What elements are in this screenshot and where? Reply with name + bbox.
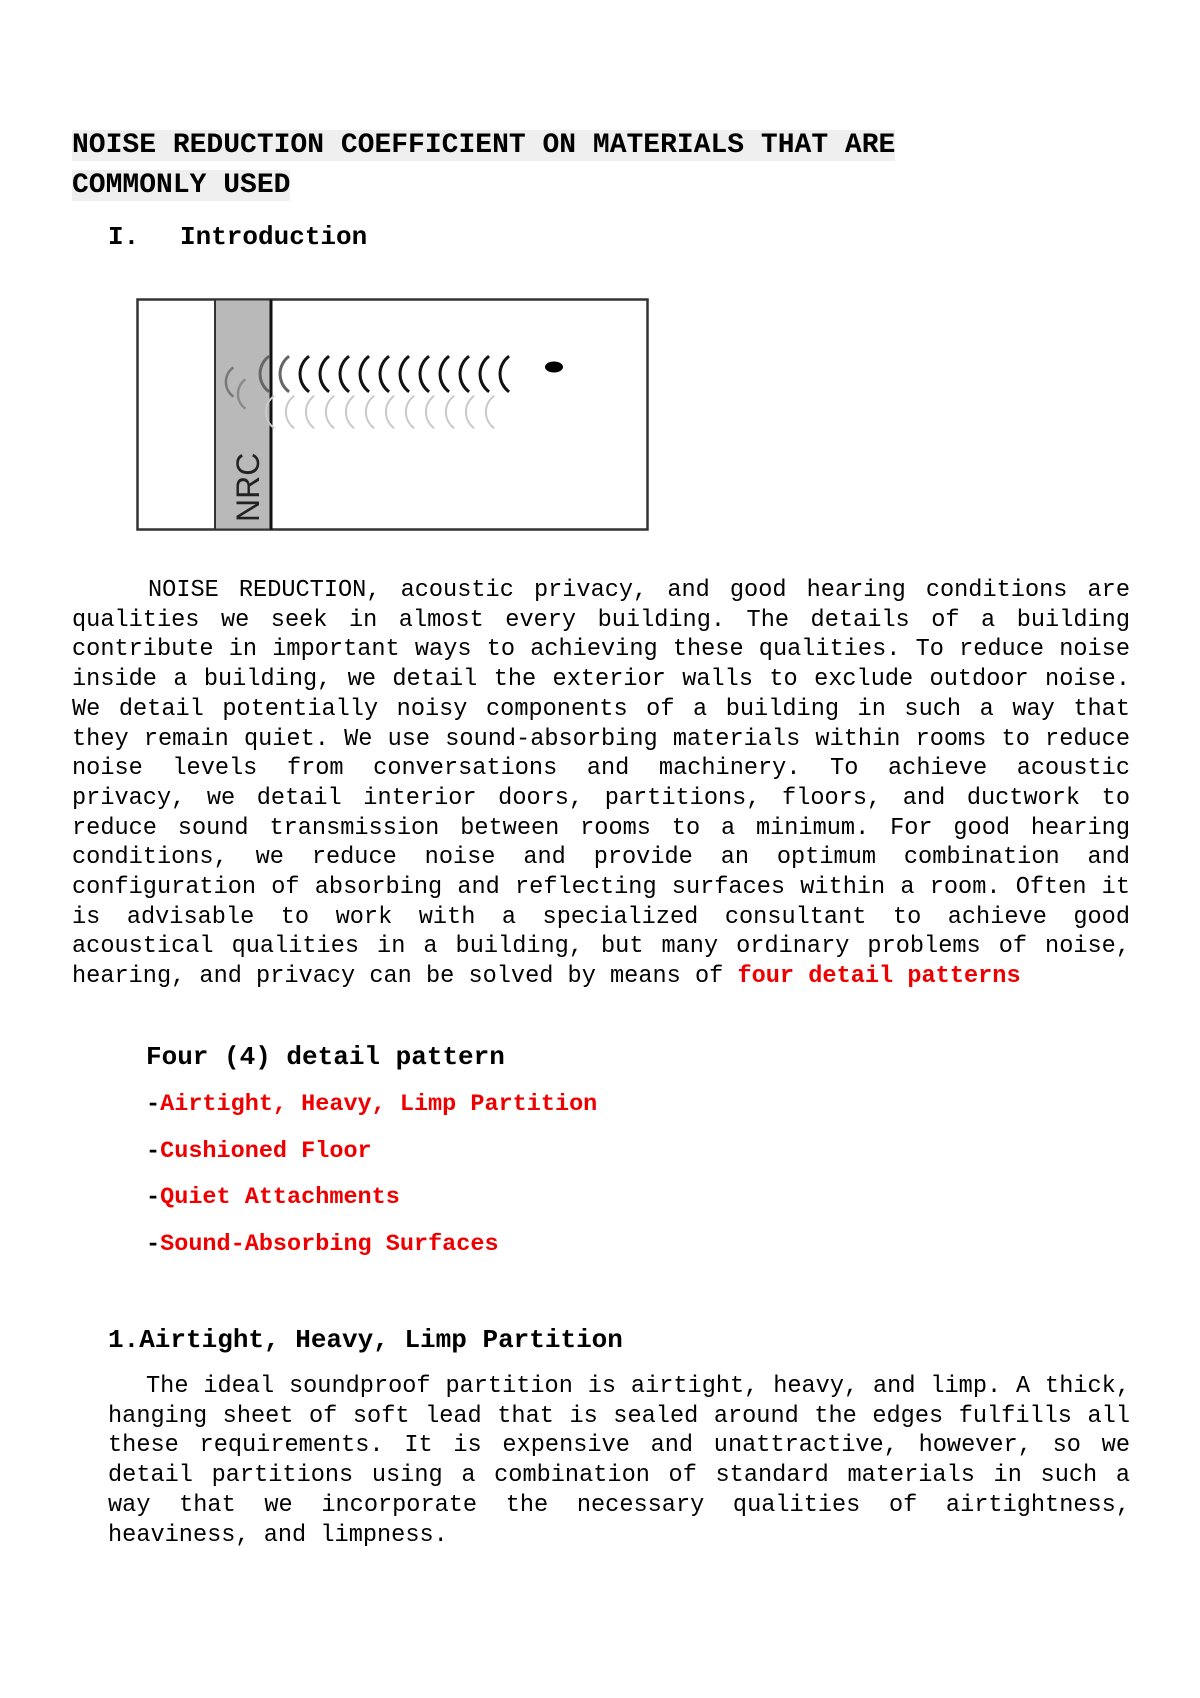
section-1-heading: 1.Airtight, Heavy, Limp Partition [108,1325,623,1355]
list-item [146,1137,597,1184]
list-item-label: Quiet Attachments [160,1184,400,1211]
introduction-label: Introduction [180,222,368,252]
list-item [146,1090,597,1137]
nrc-figure [136,298,656,539]
list-item-label: Cushioned Floor [160,1137,372,1165]
intro-paragraph-text: NOISE REDUCTION, acoustic privacy, and good hearing conditions are qualities we seek in almost every building. The details of a building contribute in important ways to achieving these qualities. To reduce noise inside a building, we detail the exterior walls to exclude outdoor noise. We detail potentially noisy components of a building in such a way that they remain quiet. We use sound-absorbing materials within rooms to reduce noise levels from conversations and machinery. To achieve acoustic privacy, we detail interior doors, partitions, floors, and ductwork to reduce sound transmission between rooms to a minimum. For good hearing conditions, we reduce noise and provide an optimum combination and configuration of absorbing and reflecting surfaces within a room. Often it is advisable to work with a specialized consultant to achieve good acoustical qualities in a building, but many ordinary problems of noise, hearing, and privacy can be solved by means of [72,577,1130,991]
intro-paragraph [72,576,1130,992]
nrc-diagram [136,298,656,534]
nrc-panel-label: NRC [230,452,266,522]
title-line-2: COMMONLY USED [72,170,291,201]
list-item [146,1183,597,1230]
list-dash: - [146,1184,161,1211]
section-1-paragraph-text: The ideal soundproof partition is airtight, heavy, and limp. A thick, hanging sheet of soft lead that is sealed around the edges fulfills all these requirements. It is expensive and unattractive, however, so we detail partitions using a combination of standard materials in such a way that we incorporate the necessary qualities of airtightness, heaviness, and limpness. [108,1373,1130,1549]
section-1-paragraph [108,1372,1130,1550]
list-item-label: Airtight, Heavy, Limp Partition [160,1091,598,1118]
introduction-heading [108,222,367,252]
title-line-1: NOISE REDUCTION COEFFICIENT ON MATERIALS THAT ARE [72,130,896,161]
list-item-label: Sound-Absorbing Surfaces [160,1230,499,1258]
list-dash: - [146,1230,161,1258]
sound-source-dot [545,362,563,373]
introduction-number: I. [108,222,140,252]
pattern-list [146,1090,597,1276]
list-dash: - [146,1137,161,1165]
list-item [146,1230,597,1277]
list-dash: - [146,1091,161,1118]
pattern-heading: Four (4) detail pattern [146,1042,505,1072]
document-title [72,126,1052,206]
intro-paragraph-highlight: four detail patterns [737,963,1021,991]
